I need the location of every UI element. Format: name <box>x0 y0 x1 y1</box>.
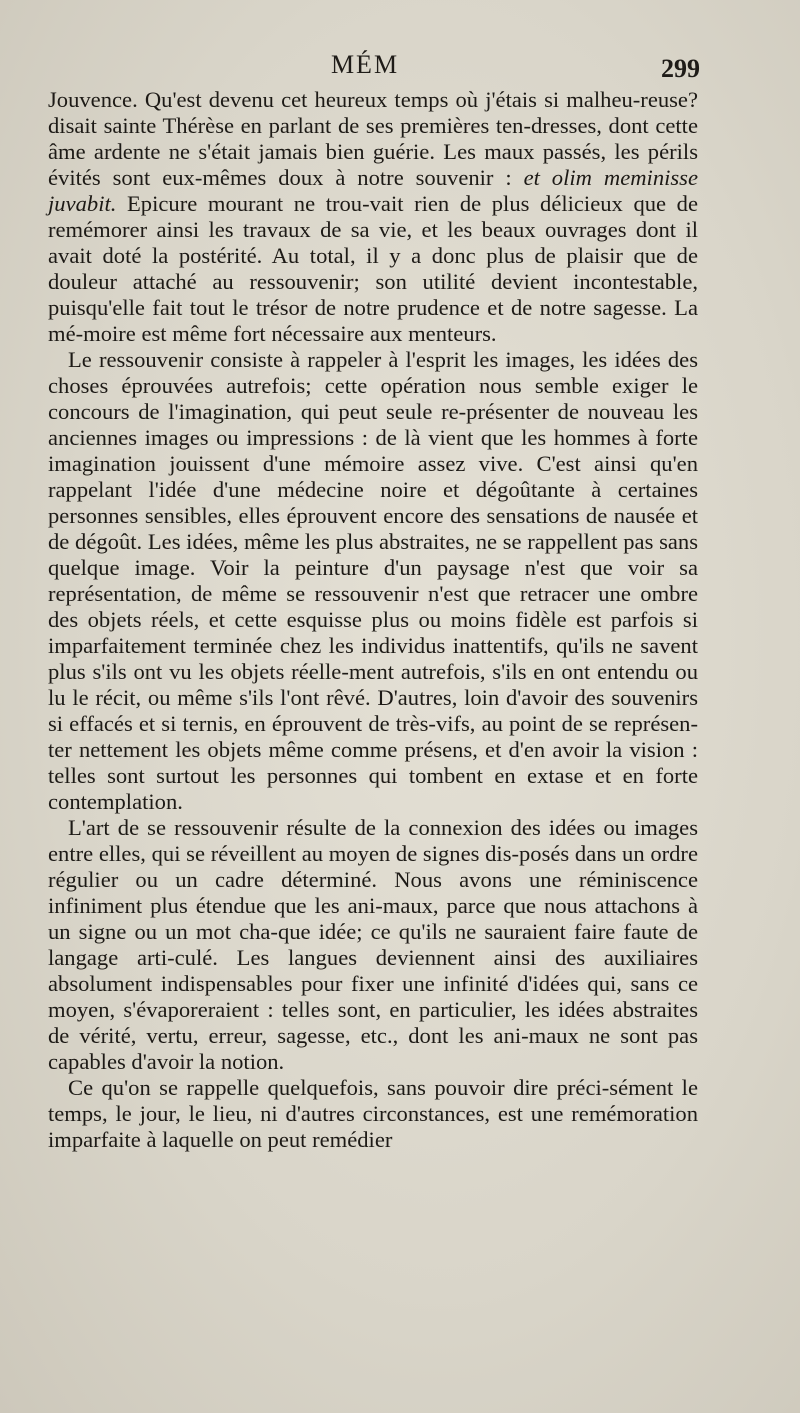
body-text <box>48 87 698 1153</box>
latin-quotation: et olim meminisse juvabit. <box>48 165 699 216</box>
paragraph-2: Le ressouvenir consiste à rappeler à l'esprit les images, les idées des choses éprouvées autrefois; cette opération nous semble exiger le concours de l'imagination, qui peut seule re-présenter de nouveau les anciennes images ou impressions : de là vient que les hommes à forte imagination jouissent d'une mémoire assez vive. C'est ainsi qu'en rappelant l'idée d'une médecine noire et dégoûtante à certaines personnes sensibles, elles éprouvent encore des sensations de nausée et de dégoût. Les idées, même les plus abstraites, ne se rappellent pas sans quelque image. Voir la peinture d'un paysage n'est que voir sa représentation, de même se ressouvenir n'est que retracer une ombre des objets réels, et cette esquisse plus ou moins fidèle est parfois si imparfaitement terminée chez les individus inattentifs, qu'ils ne savent plus s'ils ont vu les objets réelle-ment autrefois, s'ils en ont entendu ou lu le récit, ou même s'ils l'ont rêvé. D'autres, loin d'avoir des souvenirs si effacés et si ternis, en éprouvent de très-vifs, au point de se représen-ter nettement les objets même comme présens, et d'en avoir la vision : telles sont surtout les personnes qui tombent en extase et en forte contemplation. <box>48 347 698 814</box>
running-head: MÉM <box>330 50 400 79</box>
paragraph-4: Ce qu'on se rappelle quelquefois, sans pouvoir dire préci-sément le temps, le jour, le lieu, ni d'autres circonstances, est une remémoration imparfaite à laquelle on peut remédier <box>48 1075 698 1152</box>
paragraph-1 <box>48 87 698 347</box>
paragraph-1-part-a: Jouvence. Qu'est devenu cet heureux temps où j'étais si malheu-reuse? disait sainte Thérèse en parlant de ses premières ten-dresses, dont cette âme ardente ne s'était jamais bien guérie. Les maux passés, les périls évités sont eux-mêmes doux à notre souvenir : <box>48 87 698 190</box>
paragraph-1-part-b: Epicure mourant ne trou-vait rien de plus délicieux que de remémorer ainsi les travaux de sa vie, et les beaux ouvrages dont il avait doté la postérité. Au total, il y a donc plus de plaisir que de douleur attaché au ressouvenir; son utilité devient incontestable, puisqu'elle fait tout le trésor de notre prudence et de notre sagesse. La mé-moire est même fort nécessaire aux menteurs. <box>48 191 698 346</box>
page-number: 299 <box>661 54 700 83</box>
page-header <box>0 50 800 86</box>
paragraph-3: L'art de se ressouvenir résulte de la connexion des idées ou images entre elles, qui se réveillent au moyen de signes dis-posés dans un ordre régulier ou un cadre déterminé. Nous avons une réminiscence infiniment plus étendue que les ani-maux, parce que nous attachons à un signe ou un mot cha-que idée; ce qu'ils ne sauraient faire faute de langage arti-culé. Les langues deviennent ainsi des auxiliaires absolument indispensables pour fixer une infinité d'idées qui, sans ce moyen, s'évaporeraient : telles sont, en particulier, les idées abstraites de vérité, vertu, erreur, sagesse, etc., dont les ani-maux ne sont pas capables d'avoir la notion. <box>48 815 698 1074</box>
